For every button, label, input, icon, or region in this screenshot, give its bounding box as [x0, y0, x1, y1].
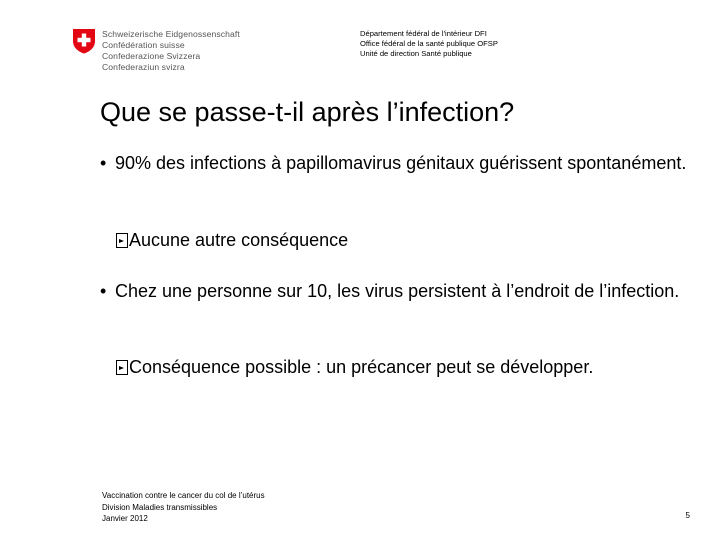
- bullet-text: Chez une personne sur 10, les virus persistent à l’endroit de l’infection.: [115, 281, 680, 301]
- bullet-text: 90% des infections à papillomavirus génitaux guérissent spontanément.: [115, 153, 687, 173]
- arrow-bullet-icon: [116, 233, 128, 248]
- arrow-bullet-icon: [116, 360, 128, 375]
- footer-division: Division Maladies transmissibles: [102, 502, 218, 512]
- footer: [102, 490, 265, 525]
- department-info: [360, 29, 498, 59]
- bullet-marker: •: [100, 281, 107, 301]
- bullet-item: [100, 152, 690, 174]
- bullet-marker: •: [100, 153, 107, 173]
- sub-bullet-item: [116, 356, 593, 378]
- page-number: 5: [685, 511, 690, 520]
- bullet-item: [100, 280, 690, 302]
- slide-title: Que se passe-t-il après l’infection?: [100, 97, 515, 127]
- sub-bullet-text: Conséquence possible : un précancer peut se développer.: [129, 357, 594, 377]
- department-line: Département fédéral de l'intérieur DFI: [360, 29, 487, 38]
- office-line: Office fédéral de la santé publique OFSP: [360, 39, 498, 48]
- confederation-name-de: Schweizerische Eidgenossenschaft: [102, 29, 240, 39]
- confederation-names: [102, 29, 240, 73]
- footer-topic: Vaccination contre le cancer du col de l’utérus: [102, 491, 265, 500]
- confederation-name-fr: Confédération suisse: [102, 40, 185, 50]
- confederation-name-rm: Confederaziun svizra: [102, 62, 185, 72]
- swiss-shield-logo-icon: [72, 28, 96, 54]
- footer-date: Janvier 2012: [102, 514, 148, 523]
- unit-line: Unité de direction Santé publique: [360, 49, 472, 58]
- sub-bullet-item: [116, 229, 348, 251]
- confederation-name-it: Confederazione Svizzera: [102, 51, 201, 61]
- sub-bullet-text: Aucune autre conséquence: [129, 230, 349, 250]
